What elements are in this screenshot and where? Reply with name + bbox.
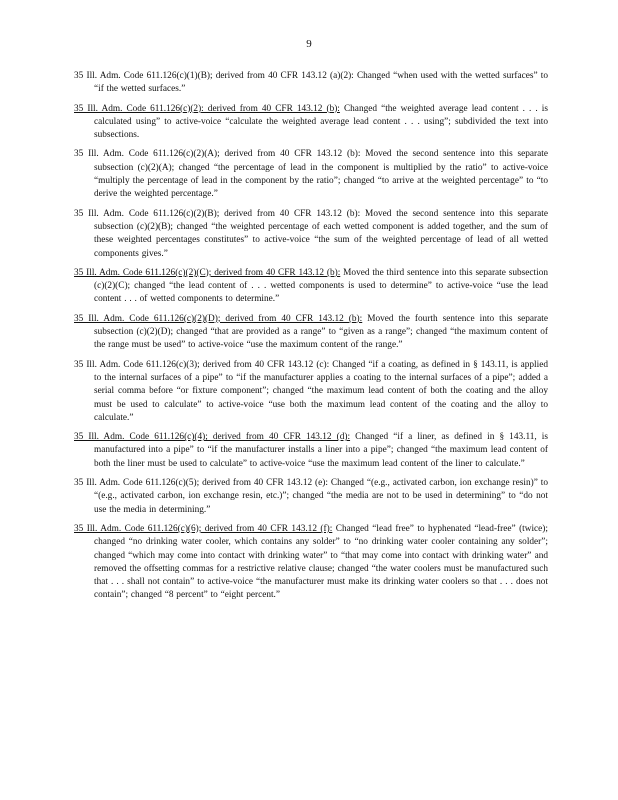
entries-list [74, 70, 548, 609]
entry-citation: 35 Ill. Adm. Code 611.126(c)(5); derived from 40 CFR 143.12 (e): [74, 478, 328, 489]
entry-citation: 35 Ill. Adm. Code 611.126(c)(2)(C); derived from 40 CFR 143.12 (b): [74, 267, 341, 278]
entry-citation: 35 Ill. Adm. Code 611.126(c)(1)(B); derived from 40 CFR 143.12 (a)(2): [74, 71, 354, 81]
entry-citation: 35 Ill. Adm. Code 611.126(c)(3); derived from 40 CFR 143.12 (c): [74, 359, 330, 370]
entry-text: Moved the fourth sentence into this separate subsection (c)(2)(D); changed “that are provided as a range” to “given as a range”; changed “the maximum content of the range must be used” to active-voice “use the maximum content of the range.” [94, 313, 548, 351]
entry-citation: 35 Ill. Adm. Code 611.126(c)(2)(B); derived from 40 CFR 143.12 (b): [74, 208, 361, 219]
entry-text: Changed “(e.g., activated carbon, ion exchange resin)” to “(e.g., activated carbon, ion exchange resin, etc.)”; changed “the media are not to be used in determining” to “do not use the media in determining.” [94, 478, 548, 515]
entry-paragraph [74, 267, 548, 307]
entry-citation: 35 Ill. Adm. Code 611.126(c)(2)(D); derived from 40 CFR 143.12 (b): [74, 313, 363, 324]
entry-text: Moved the second sentence into this separate subsection (c)(2)(B); changed “the weighted percentage of each wetted component is added together, and the sum of these weighted percentages constitutes” to active-voice “the sum of the weighted percentage of lead of all wetted components gives.” [94, 208, 548, 259]
entry-text: Moved the second sentence into this separate subsection (c)(2)(A); changed “the percentage of lead in the component is multiplied by the ratio” to active-voice “multiply the percentage of lead in the component by the ratio”; changed “to arrive at the weighted percentage” to “to derive the weighted percentage.” [94, 149, 548, 200]
entry-citation: 35 Ill. Adm. Code 611.126(c)(4); derived from 40 CFR 143.12 (d): [74, 432, 351, 443]
entry-text: Moved the third sentence into this separate subsection (c)(2)(C); changed “the lead content of . . . wetted components is used to determine” to active-voice “use the lead content . . . of wetted components to determine.” [94, 267, 549, 305]
entry-text: Changed “the weighted average lead content . . . is calculated using” to active-voice “calculate the weighted average lead content . . . using”; subdivided the text into subsections. [94, 103, 548, 141]
entry-paragraph [74, 359, 548, 425]
entry-paragraph [74, 431, 548, 471]
entry-paragraph [74, 70, 548, 97]
entry-text: Changed “when used with the wetted surfaces” to “if the wetted surfaces.” [94, 71, 548, 95]
entry-paragraph [74, 523, 548, 603]
entry-citation: 35 Ill. Adm. Code 611.126(c)(2)(A); derived from 40 CFR 143.12 (b): [74, 149, 361, 160]
entry-paragraph [74, 148, 548, 201]
entry-paragraph [74, 208, 548, 261]
entry-paragraph [74, 103, 548, 143]
page-number: 9 [306, 38, 312, 50]
entry-text: Changed “if a liner, as defined in § 143.11, is manufactured into a pipe” to “if the manufacturer installs a liner into a pipe”; changed “the maximum lead content of both the liner must be used to calculate” to active-voice “use the maximum lead content of the liner to calculate.” [94, 432, 548, 469]
entry-citation: 35 Ill. Adm. Code 611.126(c)(2): derived from 40 CFR 143.12 (b): [74, 103, 340, 114]
entry-paragraph [74, 313, 548, 353]
entry-citation: 35 Ill. Adm. Code 611.126(c)(6); derived from 40 CFR 143.12 (f): [74, 523, 333, 534]
entry-text: Changed “lead free” to hyphenated “lead-free” (twice); changed “no drinking water cooler, which contains any solder” to “no drinking water cooler containing any solder”; changed “which may come into contact with drinking water” to “that may come into contact with drinking water” and removed the offsetting commas for a restrictive relative clause; changed “the water coolers must be manufactured such that . . . shall not contain” to active-voice “the manufacturer must make its drinking water coolers so that . . . does not contain”; changed “8 percent” to “eight percent.” [94, 523, 548, 601]
entry-paragraph [74, 477, 548, 517]
entry-text: Changed “if a coating, as defined in § 143.11, is applied to the internal surfaces of a pipe” to “if the manufacturer applies a coating to the internal surfaces of a pipe”; added a serial comma before “or fixture component”; changed “the maximum lead content of both the coating and the alloy must be used to calculate” to active-voice “use both the maximum lead content of the coating and the alloy to calculate.” [94, 359, 548, 423]
